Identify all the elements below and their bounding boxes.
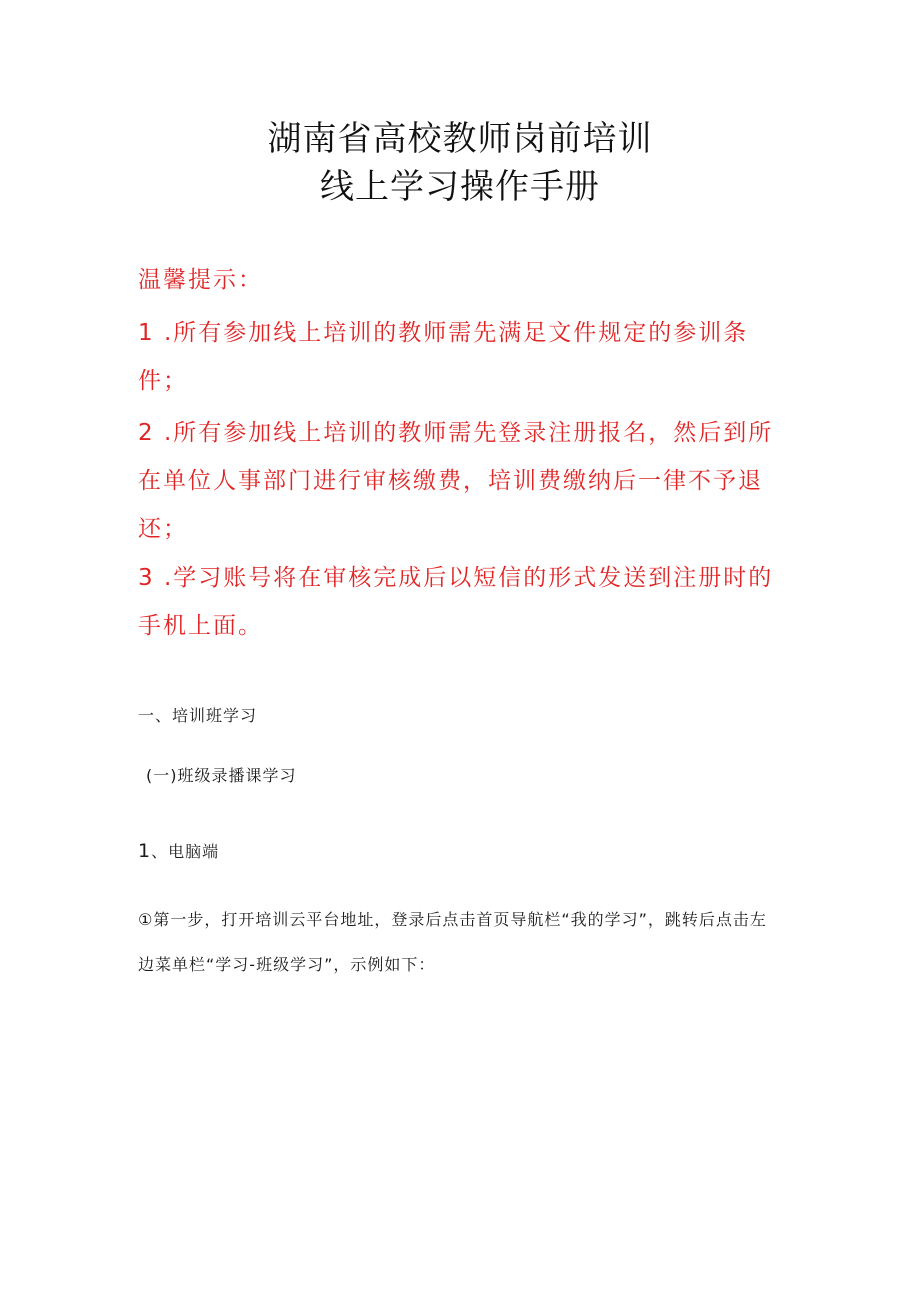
document-title-line2: 线上学习操作手册 — [320, 167, 600, 207]
subsection-heading-recorded-lessons: (一)班级录播课学习 — [146, 766, 297, 785]
notice-item-2: 2 .所有参加线上培训的教师需先登录注册报名，然后到所在单位人事部门进行审核缴费，培训费缴纳后一律不予退还； — [138, 420, 774, 542]
notice-heading: 温馨提示： — [138, 267, 263, 293]
notice-item-3: 3 .学习账号将在审核完成后以短信的形式发送到注册时的手机上面。 — [138, 565, 774, 639]
section-heading-training-class: 一、培训班学习 — [138, 706, 258, 725]
document-title-line1: 湖南省高校教师岗前培训 — [267, 119, 653, 159]
step-1-paragraph: ①第一步，打开培训云平台地址，登录后点击首页导航栏“我的学习”，跳转后点击左边菜单栏“学习-班级学习”，示例如下： — [138, 910, 767, 974]
item-number: 1 — [138, 840, 152, 862]
notice-item-1: 1 .所有参加线上培训的教师需先满足文件规定的参训条件； — [138, 320, 749, 394]
item-label: 、电脑端 — [151, 842, 220, 861]
item-heading-computer — [138, 838, 219, 865]
